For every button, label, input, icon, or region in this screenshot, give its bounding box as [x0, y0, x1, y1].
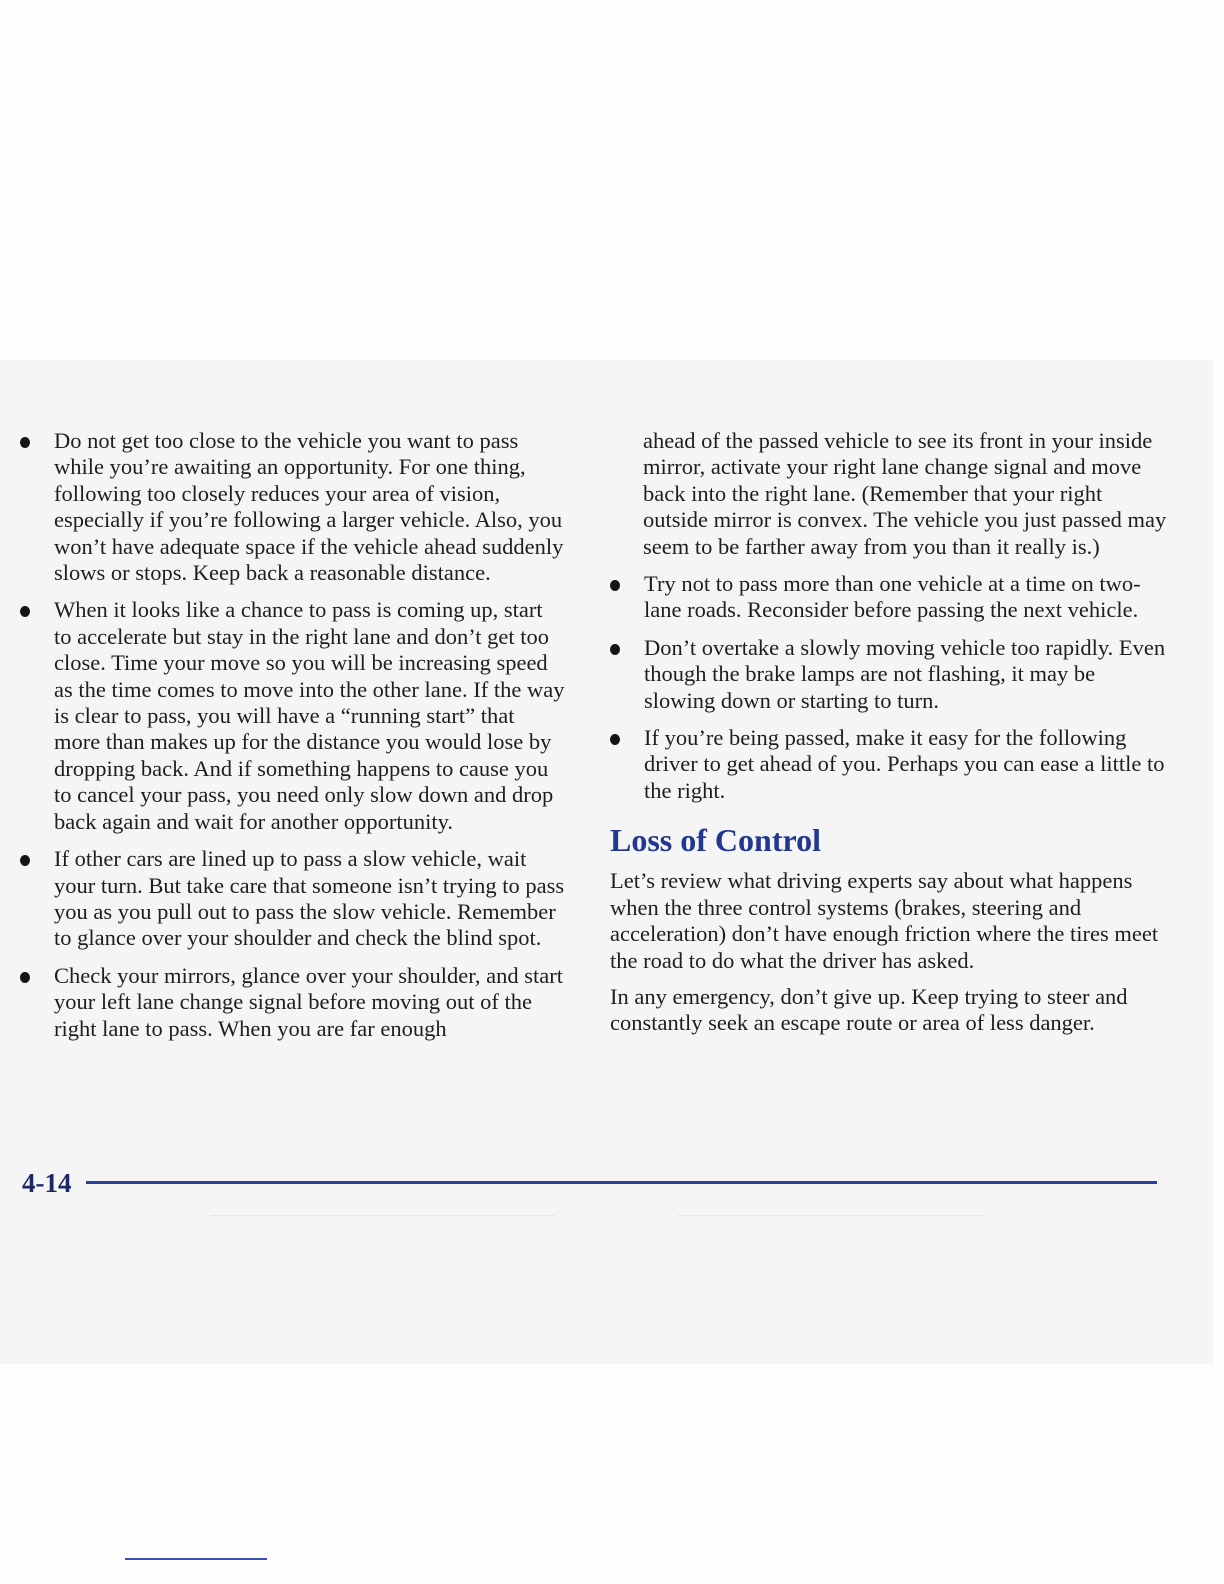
page-number: 4-14 [22, 1168, 72, 1198]
bullet-text: Check your mirrors, glance over your shoulder, and start your left lane change signal before moving out of the right lane to pass. When you are far enough [54, 962, 563, 1041]
left-column [20, 428, 565, 1053]
link-underline[interactable] [125, 1558, 267, 1560]
bullet-item [610, 635, 1170, 714]
footer-rule [86, 1181, 1157, 1184]
bullet-text: When it looks like a chance to pass is coming up, start to accelerate but stay in the right lane and don’t get too close. Time your move so you will be increasing speed as the time comes to move into the other lane. If the way is clear to pass, you will have a “running start” that more than makes up for the distance you would lose by dropping back. And if something happens to cause you to cancel your pass, you need only slow down and drop back again and wait for another opportunity. [54, 597, 565, 834]
right-column [610, 428, 1170, 1047]
bullet-text: Do not get too close to the vehicle you want to pass while you’re awaiting an opportunity. For one thing, following too closely reduces your area of vision, especially if you’re following a larger vehicle. Also, you won’t have adequate space if the vehicle ahead suddenly slows or stops. Keep back a reasonable distance. [54, 428, 564, 586]
bullet-item [20, 846, 565, 952]
bullet-continuation: ahead of the passed vehicle to see its front in your inside mirror, activate your right lane change signal and move back into the right lane. (Remember that your right outside mirror is convex. The vehicle you just passed may seem to be farther away from you than it really is.) [643, 428, 1167, 559]
bullet-icon [610, 580, 620, 591]
section-heading: Loss of Control [610, 822, 821, 859]
bullet-icon [20, 972, 30, 983]
bullet-item [20, 597, 565, 835]
bullet-text: If you’re being passed, make it easy for the following driver to get ahead of you. Perhaps you can ease a little to the right. [644, 725, 1165, 803]
page-footer [22, 1166, 1157, 1200]
bullet-icon [610, 644, 620, 655]
divider [678, 1215, 983, 1216]
bullet-item [610, 571, 1170, 624]
bullet-item [610, 725, 1170, 804]
divider [210, 1215, 555, 1216]
bullet-icon [20, 855, 30, 866]
bullet-text: Don’t overtake a slowly moving vehicle too rapidly. Even though the brake lamps are not flashing, it may be slowing down or starting to turn. [644, 634, 1166, 713]
bullet-text: Try not to pass more than one vehicle at a time on two-lane roads. Reconsider before passing the next vehicle. [644, 571, 1141, 623]
paragraph: Let’s review what driving experts say about what happens when the three control systems (brakes, steering and acceleration) don’t have enough friction where the tires meet the road to do what the driver has asked. [610, 868, 1159, 973]
bullet-item [20, 428, 565, 586]
bullet-icon [20, 437, 30, 448]
bullet-text: If other cars are lined up to pass a slow vehicle, wait your turn. But take care that someone isn’t trying to pass you as you pull out to pass the slow vehicle. Remember to glance over your shoulder and check the blind spot. [54, 846, 565, 951]
paragraph: In any emergency, don’t give up. Keep trying to steer and constantly seek an escape route or area of less danger. [610, 983, 1128, 1036]
bullet-item [20, 963, 565, 1042]
bullet-icon [20, 606, 30, 617]
bullet-icon [610, 734, 620, 745]
